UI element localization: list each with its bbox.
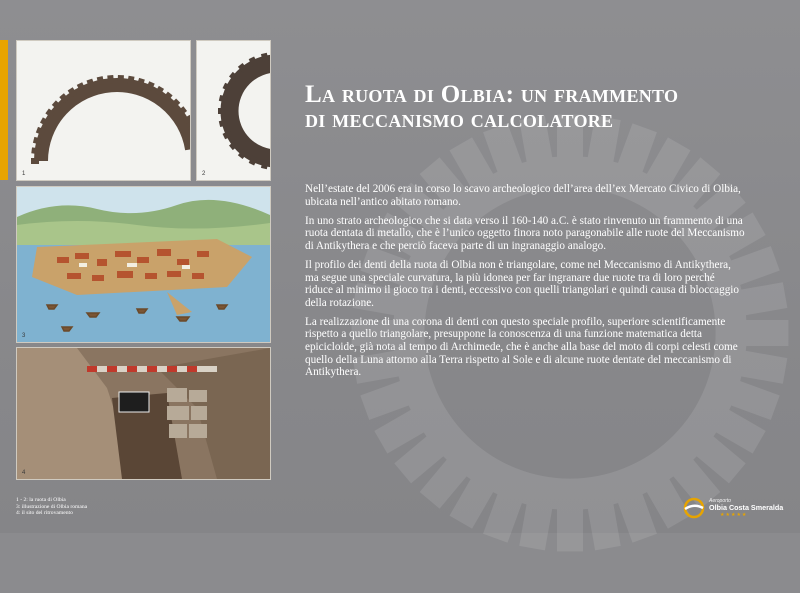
paragraph: Nell’estate del 2006 era in corso lo scavo archeologico dell’area dell’ex Mercato Civico di Olbia, ubicata nell’antico abitato romano. (305, 183, 741, 208)
caption-line: 4: il sito del ritrovamento (16, 510, 73, 517)
logo-stars: ★★★★★ (720, 512, 748, 518)
paragraph: La realizzazione di una corona di denti con questo speciale profilo, superiore scientificamente rispetto a quello triangolare, presuppone la conoscenza di una funzione matematica detta epicicloide, già nota al tempo di Archimede, che è anche alla base del moto di corpi celesti come quello della Luna attorno alla Terra rispetto al Sole e di alcune ruote dentate del meccanismo di Antikythera. (305, 315, 738, 379)
illustration-roman-olbia (16, 186, 271, 343)
title-line-1: La ruota di Olbia: un frammento (305, 81, 679, 108)
photo-gear-detail (196, 40, 271, 181)
body-text (305, 183, 745, 385)
photo-number: 3 (22, 333, 26, 339)
photo-number: 1 (22, 171, 26, 177)
accent-bar (0, 40, 8, 180)
photo-number: 4 (22, 470, 26, 476)
photo-number: 2 (202, 171, 206, 177)
title-line-2: di meccanismo calcolatore (305, 106, 614, 133)
airport-logo-icon (683, 497, 705, 519)
logo-small-text: Aeroporto (709, 498, 731, 504)
photo-excavation-site (16, 347, 271, 480)
roman-city-illustration (17, 187, 270, 342)
excavation-site-image (17, 348, 270, 479)
paragraph: Il profilo dei denti della ruota di Olbia non è triangolare, come nel Meccanismo di Antikythera, ma segue una speciale curvatura, la più idonea per far ingranare due ruote tra di loro perché riduce al minimo il gioco tra i denti, eccessivo con quelli triangolari e quindi causa di bloccaggio della rotazione. (305, 258, 740, 309)
logo-name: Olbia Costa Smeralda (709, 503, 784, 512)
caption-line: 3: illustrazione di Olbia romana (16, 503, 88, 510)
paragraph: In uno strato archeologico che si data verso il 160-140 a.C. è stato rinvenuto un frammento di una ruota dentata di metallo, che è l’unico oggetto finora noto paragonabile alle ruote del Meccanismo di Antikythera e che perciò faceva parte di un ingranaggio analogo. (305, 214, 745, 252)
gear-fragment-image (17, 41, 190, 180)
photo-gear-fragment (16, 40, 191, 181)
gear-detail-image (197, 41, 270, 180)
airport-logo (683, 495, 793, 521)
caption-line: 1 - 2: la ruota di Olbia (16, 497, 66, 503)
page-title (305, 82, 775, 132)
photo-captions (16, 497, 216, 517)
